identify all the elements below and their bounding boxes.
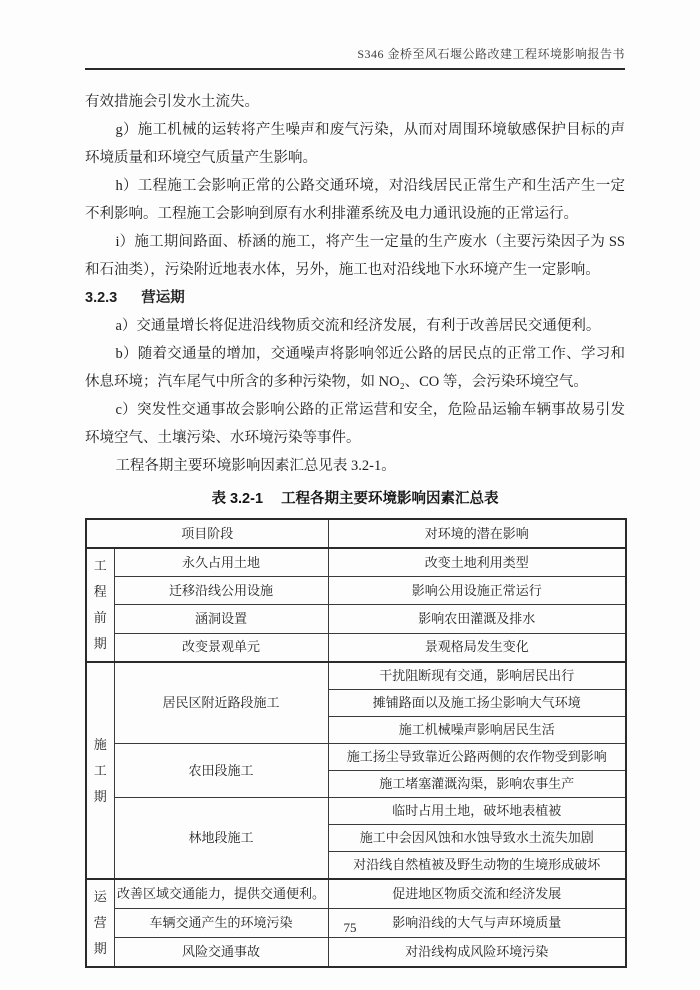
stage-cell-construction: [86, 662, 114, 879]
stage-label: 施工期: [93, 736, 107, 804]
paragraph-i: i）施工期间路面、桥涵的施工，将产生一定量的生产废水（主要污染因子为 SS 和石油类），污染附近地表水体，另外，施工也对沿线地下水环境产生一定影响。: [85, 234, 625, 278]
table-row: [86, 633, 626, 662]
column-header-phase: 项目阶段: [86, 519, 328, 548]
impact-cell: 影响公用设施正常运行: [328, 577, 626, 605]
section-number: 3.2.3: [85, 290, 118, 306]
stage-label: 工程前期: [93, 558, 107, 651]
impact-cell: 施工堵塞灌溉沟渠，影响农事生产: [328, 771, 626, 798]
impact-cell: 施工扬尘导致靠近公路两侧的农作物受到影响: [328, 744, 626, 771]
impact-cell: 对沿线自然植被及野生动物的生境形成破坏: [328, 852, 626, 880]
table-row: [86, 744, 626, 771]
impact-cell: 摊铺路面以及施工扬尘影响大气环境: [328, 690, 626, 717]
impact-cell: 景观格局发生变化: [328, 633, 626, 662]
table-row: [86, 605, 626, 633]
running-header: [85, 46, 625, 70]
paragraph-continuation: 有效措施会引发水土流失。: [85, 94, 259, 110]
body-text: [85, 88, 625, 480]
impact-cell: 促进地区物质交流和经济发展: [328, 879, 626, 909]
paragraph-c: c）突发性交通事故会影响公路的正常运营和安全，危险品运输车辆事故易引发环境空气、土壤污染、水环境污染等事件。: [85, 402, 625, 446]
impact-cell: 干扰阻断现有交通，影响居民出行: [328, 662, 626, 690]
page-number: 75: [343, 920, 357, 935]
header-rule: [85, 68, 625, 70]
page-content: [85, 46, 625, 968]
table-caption-number: 表 3.2-1: [211, 491, 264, 507]
activity-cell: 农田段施工: [114, 744, 328, 798]
impact-cell: 改变土地利用类型: [328, 548, 626, 577]
activity-cell: 林地段施工: [114, 798, 328, 880]
activity-cell: 永久占用土地: [114, 548, 328, 577]
table-caption-title: 工程各期主要环境影响因素汇总表: [281, 491, 499, 507]
table-row: [86, 662, 626, 690]
activity-cell: 改善区域交通能力，提供交通便利。: [114, 879, 328, 909]
activity-cell: 居民区附近路段施工: [114, 662, 328, 744]
report-title: S346 金桥至风石堰公路改建工程环境影响报告书: [357, 47, 625, 61]
stage-cell-pre-construction: [86, 548, 114, 662]
activity-cell: 风险交通事故: [114, 937, 328, 967]
impact-cell: 临时占用土地，破坏地表植被: [328, 798, 626, 825]
paragraph-a: a）交通量增长将促进沿线物质交流和经济发展，有利于改善居民交通便利。: [115, 318, 601, 334]
impact-cell: 施工机械噪声影响居民生活: [328, 717, 626, 744]
paragraph-b: b）随着交通量的增加，交通噪声将影响邻近公路的居民点的正常工作、学习和休息环境；汽车尾气中所含的多种污染物，如 NO₂、CO 等，会污染环境空气。: [85, 346, 625, 390]
section-label: 营运期: [141, 290, 185, 306]
table-row: [86, 879, 626, 909]
activity-cell: 改变景观单元: [114, 633, 328, 662]
paragraph-h: h）工程施工会影响正常的公路交通环境，对沿线居民正常生产和生活产生一定不利影响。工程施工会影响到原有水利排灌系统及电力通讯设施的正常运行。: [85, 178, 625, 222]
column-header-impact: 对环境的潜在影响: [328, 519, 626, 548]
table-caption: [85, 488, 625, 510]
table-row: [86, 577, 626, 605]
impact-cell: 施工中会因风蚀和水蚀导致水土流失加剧: [328, 825, 626, 852]
impact-cell: 影响沿线的大气与声环境质量: [328, 909, 626, 938]
impact-cell: 对沿线构成风险环境污染: [328, 937, 626, 967]
table-row: [86, 798, 626, 825]
paragraph-table-ref: 工程各期主要环境影响因素汇总见表 3.2-1。: [115, 458, 396, 474]
table-row: [86, 548, 626, 577]
impact-summary-table: [85, 518, 627, 968]
table-row: [86, 937, 626, 967]
activity-cell: 迁移沿线公用设施: [114, 577, 328, 605]
section-heading-3-2-3: [85, 284, 625, 312]
table-header-row: [86, 519, 626, 548]
stage-label: 运营期: [93, 889, 107, 956]
impact-cell: 影响农田灌溉及排水: [328, 605, 626, 633]
paragraph-g: g）施工机械的运转将产生噪声和废气污染，从而对周围环境敏感保护目标的声环境质量和环境空气质量产生影响。: [85, 122, 625, 166]
activity-cell: 涵洞设置: [114, 605, 328, 633]
activity-cell: 车辆交通产生的环境污染: [114, 909, 328, 938]
